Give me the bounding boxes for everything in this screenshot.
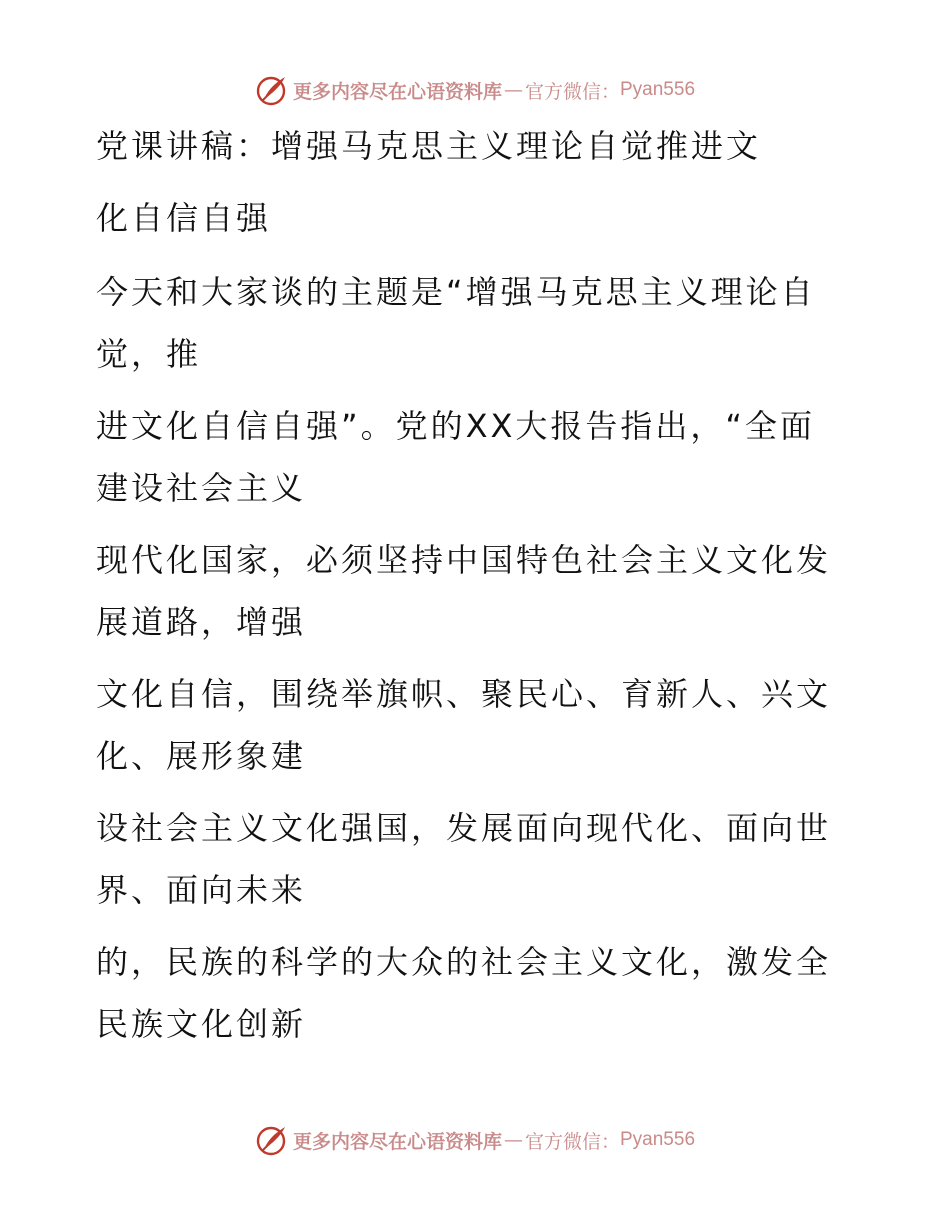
- text-line: 文化自信，围绕举旗帜、聚民心、育新人、兴文: [96, 675, 832, 713]
- text-line: 设社会主义文化强国，发展面向现代化、面向世: [96, 809, 832, 847]
- text-line: 今天和大家谈的主题是“增强马克思主义理论自: [96, 273, 816, 311]
- text-line: 界、面向未来: [96, 871, 307, 909]
- footer-banner: [0, 1120, 950, 1160]
- banner-brand-text: 更多内容尽在心语资料库: [292, 80, 502, 103]
- banner-brand-text: 更多内容尽在心语资料库: [292, 1130, 502, 1153]
- banner-wechat-label: 官方微信：: [524, 80, 620, 103]
- text-line: 建设社会主义: [96, 469, 307, 507]
- text-line: 化、展形象建: [96, 737, 307, 775]
- header-banner: [0, 70, 950, 110]
- banner-wechat-label: 官方微信：: [524, 1130, 620, 1153]
- text-line: 进文化自信自强”。党的XX大报告指出，“全面: [96, 407, 816, 445]
- text-line: 党课讲稿：增强马克思主义理论自觉推进文: [96, 127, 762, 165]
- text-line: 民族文化创新: [96, 1005, 307, 1043]
- banner-separator: —: [503, 79, 523, 101]
- text-line: 觉，推: [96, 335, 202, 373]
- feather-quill-logo-icon: [255, 73, 289, 107]
- text-line: 展道路，增强: [96, 603, 307, 641]
- banner-wechat-id: Pyan556: [620, 79, 696, 100]
- feather-quill-logo-icon: [255, 1123, 289, 1157]
- text-line: 现代化国家，必须坚持中国特色社会主义文化发: [96, 541, 832, 579]
- text-line: 化自信自强: [96, 199, 272, 237]
- banner-wechat-id: Pyan556: [620, 1129, 696, 1150]
- banner-separator: —: [503, 1129, 523, 1151]
- text-line: 的，民族的科学的大众的社会主义文化，激发全: [96, 943, 832, 981]
